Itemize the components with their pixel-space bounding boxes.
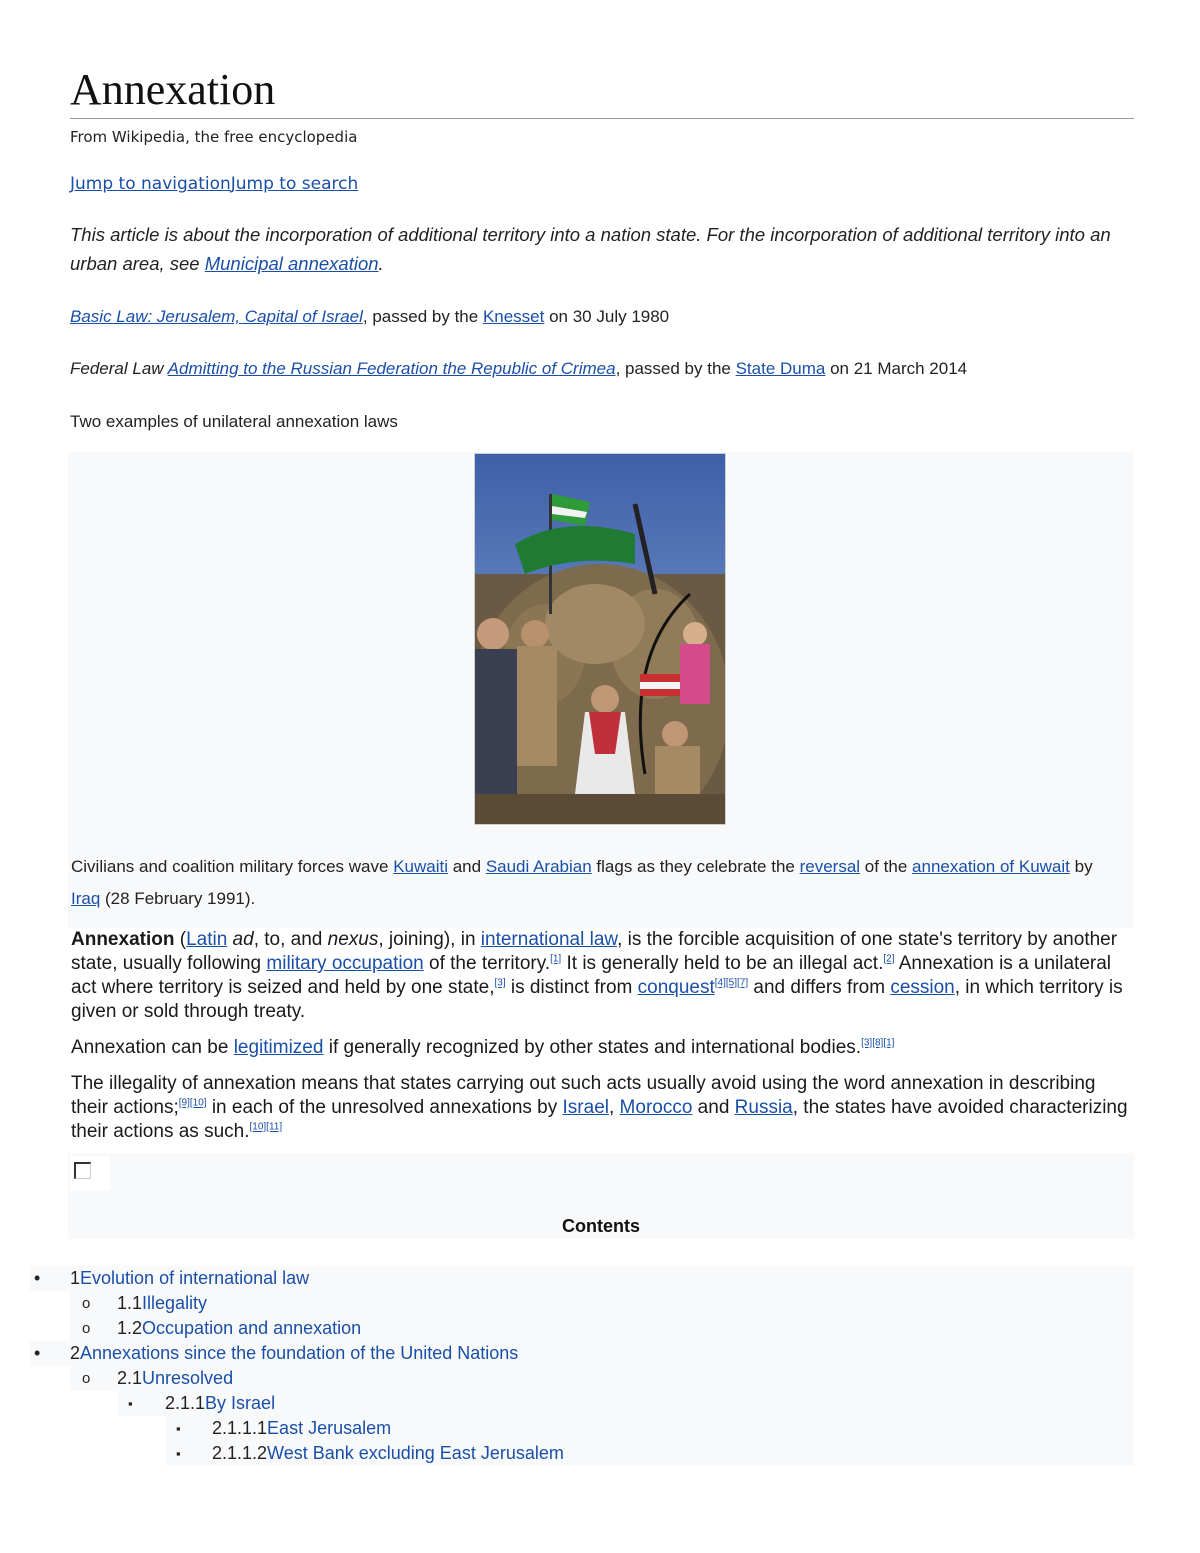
- israel-link[interactable]: Israel: [562, 1097, 609, 1118]
- text: is distinct from: [505, 977, 638, 998]
- toc-item[interactable]: [118, 1391, 1134, 1416]
- law1-mid: , passed by the: [362, 307, 483, 326]
- caption-text: flags as they celebrate the: [591, 857, 800, 876]
- text: and differs from: [748, 977, 891, 998]
- toc-link[interactable]: East Jerusalem: [267, 1418, 392, 1438]
- toc-item[interactable]: [70, 1291, 1134, 1316]
- toc-number: 2.1: [117, 1368, 143, 1388]
- text: , is the forcible acquisition of one state's territory by another state, usually following: [71, 929, 1118, 974]
- bullet: ▪: [128, 1396, 133, 1411]
- photo-illustration: [475, 454, 725, 824]
- caption-text: Civilians and coalition military forces wave: [71, 857, 394, 876]
- hatnote-end: .: [378, 253, 384, 274]
- toc-link[interactable]: Annexations since the foundation of the United Nations: [80, 1343, 519, 1363]
- toc-link[interactable]: Occupation and annexation: [142, 1318, 362, 1338]
- toc-item[interactable]: [70, 1316, 1134, 1341]
- toc-link[interactable]: By Israel: [205, 1393, 276, 1413]
- page-title: Annexation: [70, 65, 276, 114]
- toc-number: 2: [70, 1343, 81, 1363]
- toc-number: 1: [70, 1268, 81, 1288]
- citation-link[interactable]: [1]: [550, 953, 562, 965]
- law2-mid: , passed by the: [615, 359, 736, 378]
- bullet: •: [34, 1268, 41, 1288]
- toc-link[interactable]: Evolution of international law: [80, 1268, 310, 1288]
- crimea-law-link[interactable]: Admitting to the Russian Federation the Republic of Crimea: [167, 359, 616, 378]
- article-body: [71, 928, 1131, 1156]
- citation-link[interactable]: [9][10]: [178, 1097, 207, 1109]
- military-occupation-link[interactable]: military occupation: [266, 953, 424, 974]
- kuwaiti-link[interactable]: Kuwaiti: [393, 857, 448, 876]
- lead-paragraph-3: [71, 1072, 1131, 1144]
- kuwait-liberation-photo[interactable]: [474, 453, 726, 825]
- text: , to, and: [253, 929, 328, 950]
- text: of the territory.: [423, 953, 551, 974]
- citation-link[interactable]: [3][8][1]: [861, 1037, 895, 1049]
- latin-link[interactable]: Latin: [186, 929, 228, 950]
- lead-paragraph-2: [71, 1036, 1131, 1060]
- text: , joining), in: [378, 929, 481, 950]
- morocco-link[interactable]: Morocco: [619, 1097, 693, 1118]
- text: ,: [608, 1097, 620, 1118]
- caption-text: (28 February 1991).: [100, 889, 256, 908]
- site-tagline: From Wikipedia, the free encyclopedia: [70, 128, 358, 146]
- caption-text: by: [1069, 857, 1093, 876]
- lead-paragraph-1: [71, 928, 1131, 1024]
- toc-item[interactable]: [30, 1341, 1134, 1366]
- bullet: •: [34, 1343, 41, 1363]
- saudi-arabian-link[interactable]: Saudi Arabian: [485, 857, 592, 876]
- citation-link[interactable]: [4][5][7]: [714, 977, 749, 989]
- text: The illegality of annexation means that states carrying out such acts usually avoid using the word annexation in describing their actions;: [71, 1073, 1096, 1118]
- municipal-annexation-link[interactable]: Municipal annexation: [204, 253, 379, 274]
- toc-link[interactable]: West Bank excluding East Jerusalem: [267, 1443, 564, 1463]
- international-law-link[interactable]: international law: [480, 929, 618, 950]
- law-line-russia: [70, 359, 967, 379]
- text: Annexation can be: [71, 1037, 234, 1058]
- knesset-link[interactable]: Knesset: [482, 307, 545, 326]
- text: , the states have avoided characterizing their actions as such.: [71, 1097, 1128, 1142]
- law2-prefix: Federal Law: [70, 359, 168, 378]
- figure-caption: [71, 851, 1121, 915]
- term-annexation: Annexation: [71, 929, 175, 950]
- laws-caption: Two examples of unilateral annexation laws: [70, 412, 398, 431]
- toc-link[interactable]: Unresolved: [142, 1368, 234, 1388]
- toc-number: 1.1: [117, 1293, 143, 1313]
- bullet: o: [82, 1295, 91, 1312]
- toc-toggle-checkbox[interactable]: [74, 1162, 91, 1179]
- toc-item[interactable]: [166, 1441, 1134, 1466]
- text: in each of the unresolved annexations by: [206, 1097, 563, 1118]
- hatnote: [70, 220, 1120, 278]
- text: and: [692, 1097, 735, 1118]
- law1-date: on 30 July 1980: [544, 307, 670, 326]
- toc-number: 1.2: [117, 1318, 143, 1338]
- word-nexus: nexus: [327, 929, 379, 950]
- word-ad: ad: [232, 929, 254, 950]
- annexation-of-kuwait-link[interactable]: annexation of Kuwait: [912, 857, 1070, 876]
- jump-to-search-link[interactable]: Jump to search: [230, 174, 359, 194]
- jump-to-navigation-link[interactable]: Jump to navigation: [70, 174, 231, 194]
- citation-link[interactable]: [3]: [494, 977, 506, 989]
- cession-link[interactable]: cession: [890, 977, 955, 998]
- citation-link[interactable]: [2]: [883, 953, 895, 965]
- toc-title: Contents: [562, 1216, 640, 1236]
- toc-item[interactable]: [30, 1266, 1134, 1291]
- toc-number: 2.1.1.1: [212, 1418, 268, 1438]
- toc-number: 2.1.1.2: [212, 1443, 268, 1463]
- law-line-israel: [70, 307, 669, 327]
- caption-text: and: [448, 857, 486, 876]
- toc-item[interactable]: [70, 1366, 1134, 1391]
- text: if generally recognized by other states and international bodies.: [323, 1037, 862, 1058]
- text: Annexation is a unilateral act where territory is seized and held by one state,: [71, 953, 1112, 998]
- toc-item[interactable]: [166, 1416, 1134, 1441]
- text: (: [174, 929, 187, 950]
- legitimized-link[interactable]: legitimized: [233, 1037, 324, 1058]
- law2-date: on 21 March 2014: [825, 359, 968, 378]
- iraq-link[interactable]: Iraq: [71, 889, 101, 908]
- text: , in which territory is given or sold through treaty.: [71, 977, 1123, 1022]
- bullet: ▪: [176, 1421, 181, 1436]
- jump-links: [70, 174, 358, 194]
- russia-link[interactable]: Russia: [734, 1097, 793, 1118]
- conquest-link[interactable]: conquest: [637, 977, 715, 998]
- toc-link[interactable]: Illegality: [142, 1293, 208, 1313]
- hatnote-text: This article is about the incorporation of additional territory into a nation state. For the incorporation of additional territory into an urban area, see: [70, 224, 1111, 274]
- caption-text: of the: [860, 857, 913, 876]
- text: It is generally held to be an illegal act.: [561, 953, 884, 974]
- bullet: o: [82, 1320, 91, 1337]
- title-divider: [70, 118, 1134, 119]
- reversal-link[interactable]: reversal: [799, 857, 861, 876]
- bullet: ▪: [176, 1446, 181, 1461]
- state-duma-link[interactable]: State Duma: [735, 359, 826, 378]
- bullet: o: [82, 1370, 91, 1387]
- basic-law-jerusalem-link[interactable]: Basic Law: Jerusalem, Capital of Israel: [70, 307, 363, 326]
- toc-number: 2.1.1: [165, 1393, 206, 1413]
- citation-link[interactable]: [10][11]: [249, 1121, 283, 1133]
